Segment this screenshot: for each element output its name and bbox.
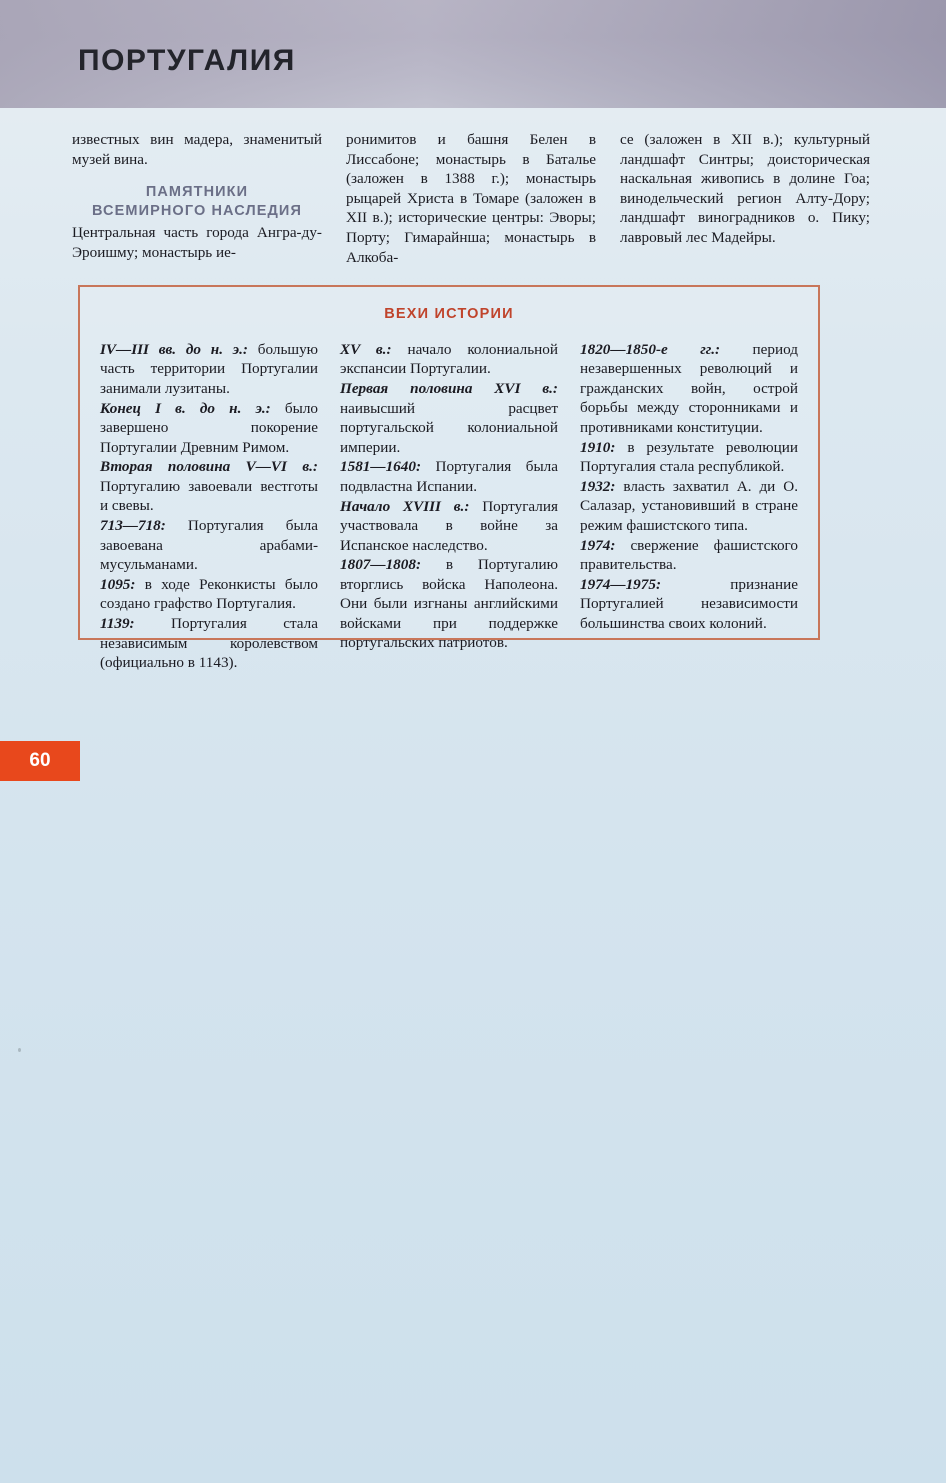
lead-paragraph: известных вин мадера, знаменитый музей вина. — [72, 131, 322, 168]
section-heading-world-heritage — [72, 183, 322, 221]
history-entry-text: Португалия стала независимым королевством (официально в 1143). — [100, 615, 318, 671]
history-entry — [100, 457, 318, 515]
history-entry — [580, 438, 798, 477]
page-background-lower — [0, 640, 946, 1483]
heritage-paragraph-part-3: се (заложен в XII в.); культурный ландшафт Синтры; доисторическая наскальная живопись в долине Гоа; винодельческий регион Алту-Дору; ландшафт виноградников о. Пику; лавровый лес Мадейры. — [620, 131, 870, 246]
history-entry-text: период незавершенных революций и гражданских войн, острой борьбы между сторонниками и противниками конституции. — [580, 341, 798, 436]
history-entry — [340, 457, 558, 496]
history-entry — [100, 614, 318, 672]
history-entry-text: власть захватил А. ди О. Салазар, установивший в стране режим фашистского типа. — [580, 477, 798, 534]
history-entry — [580, 340, 798, 437]
history-entry — [580, 575, 798, 633]
history-entry-date: 1139: — [100, 615, 135, 633]
history-entry-text: Португалию завоевали вестготы и свевы. — [100, 477, 318, 515]
history-entry — [100, 575, 318, 614]
history-entry-text: было завершено покорение Португалии Древним Римом. — [100, 399, 318, 456]
history-entry-date: 1581—1640: — [340, 458, 421, 476]
history-entry-text: Португалия была подвластна Испании. — [340, 458, 558, 495]
history-entry — [580, 477, 798, 535]
history-entry-text: признание Португалией независимости большинства своих колоний. — [580, 575, 798, 632]
history-column-3 — [580, 340, 798, 673]
history-column-2 — [340, 340, 558, 673]
section-heading-line-1: ПАМЯТНИКИ — [145, 184, 249, 201]
history-entry — [340, 379, 558, 457]
history-entry-text: начало колониальной экспансии Португалии. — [340, 341, 558, 378]
history-entry — [340, 555, 558, 652]
history-entry — [340, 497, 558, 555]
history-entry-date: Первая половина XVI в.: — [340, 380, 558, 398]
history-entry-text: в результате революции Португалия стала республикой. — [580, 438, 798, 475]
top-column-1 — [72, 130, 322, 267]
page-title: ПОРТУГАЛИЯ — [78, 44, 296, 77]
history-entry-date: Вторая половина V—VI в.: — [100, 458, 318, 476]
page-number-tab: 60 — [0, 741, 80, 781]
history-column-1 — [100, 340, 318, 673]
history-entry-text: в Португалию вторглись войска Наполеона. Они были изгнаны английскими войсками при поддержке португальских патриотов. — [340, 556, 558, 652]
history-entry-date: 1095: — [100, 575, 136, 593]
history-entry-date: IV—III вв. до н. э.: — [100, 341, 248, 358]
history-entry-text: Португалия участвовала в войне за Испанское наследство. — [340, 497, 558, 554]
history-entry-text: свержение фашистского правительства. — [580, 536, 798, 573]
history-entry-text: Португалия была завоевана арабами-мусульманами. — [100, 517, 318, 573]
history-columns — [80, 322, 818, 673]
history-entry-text: большую часть территории Португалии занимали лузитаны. — [100, 341, 319, 397]
history-entry — [580, 536, 798, 575]
history-box-title: ВЕХИ ИСТОРИИ — [384, 306, 514, 322]
history-entry-date: 1974: — [580, 536, 616, 554]
section-heading-line-2: ВСЕМИРНОГО НАСЛЕДИЯ — [92, 203, 302, 220]
history-entry — [100, 516, 318, 574]
history-entry-date: 1910: — [580, 438, 616, 456]
history-entry-date: 1932: — [580, 477, 616, 495]
history-entry — [340, 340, 558, 379]
history-entry-text: наивысший расцвет португальской колониальной империи. — [340, 399, 558, 456]
history-entry-date: Начало XVIII в.: — [340, 497, 470, 515]
history-entry-date: Конец I в. до н. э.: — [100, 399, 271, 417]
paper-speck — [18, 1048, 21, 1052]
history-entry — [100, 399, 318, 457]
top-column-3 — [620, 130, 870, 267]
top-text-columns — [72, 130, 872, 267]
history-entry — [100, 340, 318, 398]
history-entry-date: 1807—1808: — [340, 556, 421, 574]
heritage-paragraph-part-2: ронимитов и башня Белен в Лиссабоне; монастырь в Баталье (заложен в 1388 г.); монастырь рыцарей Христа в Томаре (заложен в XII в.); исторические центры: Эворы; Порту; Гимарайнша; монастырь в Алкоба- — [346, 131, 596, 266]
history-entry-date: 1820—1850-е гг.: — [580, 341, 721, 358]
heritage-paragraph-part-1: Центральная часть города Ангра-ду-Эроишму; монастырь ие- — [72, 224, 322, 261]
history-entry-date: 1974—1975: — [580, 575, 661, 593]
history-milestones-box — [78, 285, 820, 671]
history-entry-date: 713—718: — [100, 517, 166, 535]
history-entry-date: XV в.: — [340, 341, 392, 358]
top-column-2 — [346, 130, 596, 267]
history-entry-text: в ходе Реконкисты было создано графство Португалия. — [100, 575, 318, 613]
